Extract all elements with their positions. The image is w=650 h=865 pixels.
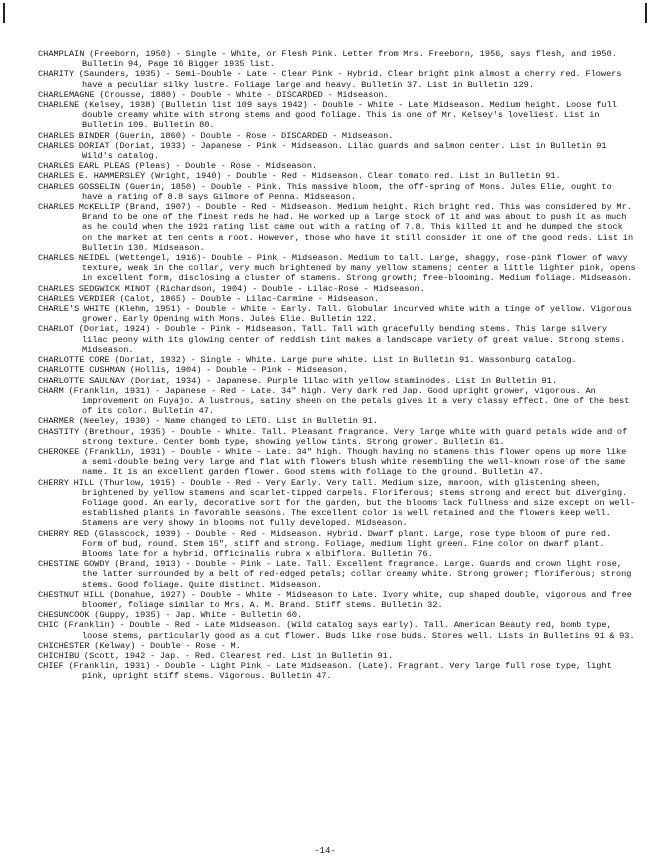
- entry-charm: CHARM (Franklin, 1931) - Japanese - Red - Late. 34" high. Very dark red Jap. Good upright grower, vigorous. An improvement on Fuyajo. A lustrous, satiny sheen on the petals gives it a very classy effect. One of the best of its color. Bulletin 47.: [38, 385, 630, 417]
- entry-charles-doriat: CHARLES DORIAT (Doriat, 1933) - Japanese - Pink - Midseason. Lilac guards and salmon center. List in Bulletin 91 Wild's catalog.: [38, 140, 607, 162]
- entry-charlemagne: CHARLEMAGNE (Crousse, 1880) - Double - White - DISCARDED - Midseason.: [38, 89, 389, 100]
- entry-charles-mckellip: CHARLES McKELLIP (Brand, 1907) - Double - Red - Midseason. Medium height. Rich bright red. This was considered by Mr. Brand to be one of the finest reds he had. He worked up a large stock of it and was about to push it as much as he could when the 1921 rating list came out with a rating of 7.8. This killed it and he dumped the stock on the market at ten cents a root. However, those who have it still consider it one of the good reds. List in Bulletin 130. Midseason.: [38, 202, 634, 253]
- entry-chastity: CHASTITY (Brethour, 1935) - Double - White. Tall. Pleasant fragrance. Very large white with guard petals wide and of strong texture. Center bomb type, showing yellow tints. Strong grower. Bulletin 61.: [38, 426, 628, 447]
- entry-cherry-red: CHERRY RED (Glasscock, 1939) - Double - Red - Midseason. Hybrid. Dwarf plant. Large, rose type bloom of pure red. Form of bud, round. Stem 15", stiff and strong. Foliage, medium light green. Fine color on dwarf plant. Blooms late for a hybrid. Officinalis rubra x albiflora. Bulletin 76.: [38, 528, 612, 559]
- entry-charles-neidel: CHARLES NEIDEL (Wettengel, 1916)- Double - Pink - Midseason. Medium to tall. Large, shaggy, rose-pink flower of wavy texture, weak in the collar, very much brightened by many yellow stamens; center a little lighter pink, opens in excellent form, disclosing a cluster of stamens. Strong growth; free-blooming. Medium foliage. Midseason.: [38, 253, 636, 284]
- entry-charmer: CHARMER (Neeley, 1930) - Name changed to LETO. List in Bulletin 91.: [38, 416, 379, 427]
- entry-chic: CHIC (Franklin) - Double - Red - Late Midseason. (Wild catalog says early). Tall. American Beauty red, bomb type, loose stems, particularly good as a cut flower. Buds like rose buds. Stores well. Lists in Bulletins 91 & 93.: [38, 620, 635, 641]
- entry-charles-gosselin: CHARLES GOSSELIN (Guerin, 1850) - Double - Pink. This massive bloom, the off-spring of Mons. Jules Elie, ought to have a rating of 8.8 says Gilmore of Penna. Midseason.: [38, 181, 612, 202]
- entry-charlot: CHARLOT (Doriat, 1924) - Double - Pink - Midseason. Tall. Tall with gracefully bending stems. This large silvery lilac peony with its glowing center of reddish tint makes a landscape variety of great value. Strong stems. Midseason.: [38, 324, 626, 355]
- entry-champlain: CHAMPLAIN (Freeborn, 1950) - Single - White, or Flesh Pink. Letter from Mrs. Freeborn, 1956, says flesh, and 1950. Bulletin 94, Page 16 Bigger 1935 list.: [38, 49, 617, 70]
- entry-charles-verdier: CHARLES VERDIER (Calot, 1865) - Double - Lilac-Carmine - Midseason.: [38, 293, 380, 304]
- entry-chestine-gowdy: CHESTINE GOWDY (Brand, 1913) - Double - Pink - Late. Tall. Excellent fragrance. Large. Guards and crown light rose, the latter surrounded by a belt of red-edged petals; collar creamy white. Strong grower; floriferous; strong stems. Good foliage. Quite distinct. Midseason.: [38, 559, 632, 590]
- peony-entry-list: [38, 49, 636, 682]
- entry-charlotte-cushman: CHARLOTTE CUSHMAN (Hollis, 1904) - Double - Pink - Midseason.: [38, 365, 349, 376]
- entry-chestnut-hill: CHESTNUT HILL (Donahue, 1927) - Double - White - Midseason to Late. Ivory white, cup shaped double, vigorous and free bloomer, foliage similar to Mrs. A. M. Brand. Stiff stems. Bulletin 32.: [38, 589, 632, 610]
- entry-charles-earl-pleas: CHARLES EARL PLEAS (Pleas) - Double - Rose - Midseason.: [38, 161, 318, 172]
- scan-edge-mark-right: [638, 3, 647, 23]
- entry-chichibu: CHICHIBU (Scott, 1942 - Jap. - Red. Clearest red. List in Bulletin 91.: [38, 650, 393, 661]
- entry-cherry-hill: CHERRY HILL (Thurlow, 1915) - Double - Red - Very Early. Very tall. Medium size, maroon, with glistening sheen, brightened by yellow stamens and scarlet-tipped carpels. Floriferous; stems strong and erect but diverging. Foliage good. An early, decorative sort for the garden, but the blooms lack fullness and size except on well-established plants in favorable seasons. The excellent color is well retained and the flowers keep well. Stamens are very showy in blooms not fully developed. Midseason.: [38, 477, 636, 529]
- entry-charles-e-hammersley: CHARLES E. HAMMERSLEY (Wright, 1940) - Double - Red - Midseason. Clear tomato red. List in Bulletin 91.: [38, 171, 561, 182]
- entry-charlotte-saulnay: CHARLOTTE SAULNAY (Doriat, 1934) - Japanese. Purple lilac with yellow staminodes. List in Bulletin 91.: [38, 375, 558, 386]
- entry-charlotte-core: CHARLOTTE CORE (Doriat, 1932) - Single - White. Large pure white. List in Bulletin 91. Wassonburg catalog.: [38, 355, 577, 366]
- entry-charles-sedgwick-minot: CHARLES SEDGWICK MINOT (Richardson, 1904) - Double - Lilac-Rose - Midseason.: [38, 283, 425, 294]
- entry-chesuncook: CHESUNCOOK (Guppy, 1935) - Jap. White - Bulletin 60.: [38, 610, 303, 621]
- entry-charles-binder: CHARLES BINDER (Guerin, 1860) - Double - Rose - DISCARDED - Midseason.: [38, 130, 394, 141]
- scan-edge-mark-left: [3, 3, 12, 23]
- entry-chichester: CHICHESTER (Kelway) - Double - Rose - M.: [38, 640, 241, 651]
- entry-cherokee: CHEROKEE (Franklin, 1931) - Double - White - Late. 34" high. Though having no stamens this flower opens up more like a semi-double being very large and flat with flowers blush white resembling the well-known rose of the same name. It is an excellent garden flower. Good stems with foliage to the ground. Bulletin 47.: [38, 446, 627, 478]
- entry-chief: CHIEF (Franklin, 1931) - Double - Light Pink - Late Midseason. (Late). Fragrant. Very large full rose type, light pink, upright stiff stems. Vigorous. Bulletin 47.: [38, 661, 612, 682]
- entry-charles-white: CHARLE'S WHITE (Klehm, 1951) - Double - White - Early. Tall. Globular incurved white with a tinge of yellow. Vigorous grower. Early Opening with Mons. Jules Elie. Bulletin 122.: [38, 304, 632, 325]
- entry-charlene: CHARLENE (Kelsey, 1938) (Bulletin list 109 says 1942) - Double - White - Late Midseason. Medium height. Loose full double creamy white with strong stems and good foliage. This is one of Mr. Kelsey's loveliest. List in Bulletin 109. Bulletin 80.: [38, 100, 617, 131]
- page-number: -14-: [314, 846, 336, 856]
- entry-charity: CHARITY (Saunders, 1935) - Semi-Double - Late - Clear Pink - Hybrid. Clear bright pink almost a cherry red. Flowers have a peculiar silky lustre. Foliage large and heavy. Bulletin 37. List in Bulletin 129.: [38, 69, 622, 90]
